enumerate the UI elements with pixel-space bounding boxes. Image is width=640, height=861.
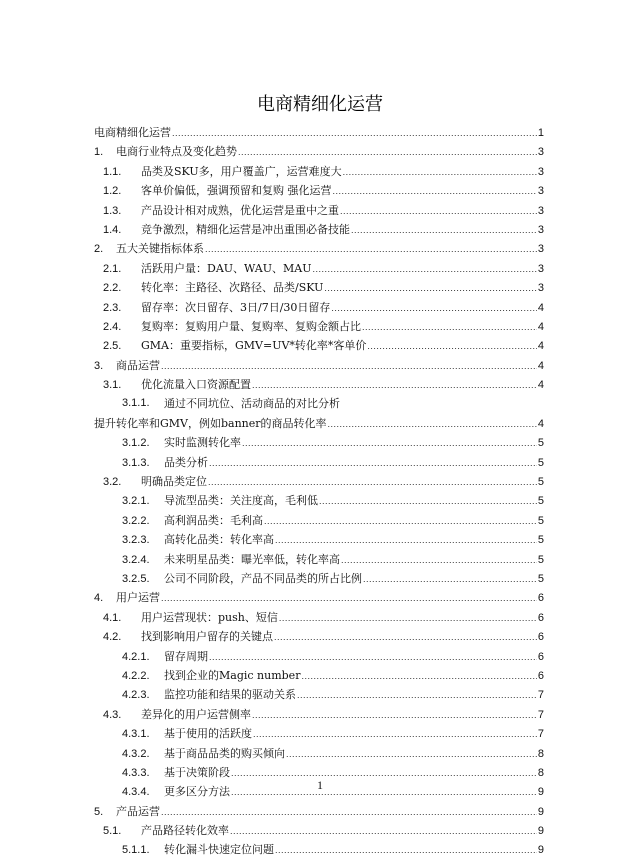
toc-entry-number: 2.3. bbox=[103, 301, 122, 314]
toc-entry[interactable] bbox=[94, 472, 544, 491]
toc-entry[interactable] bbox=[94, 588, 544, 607]
toc-entry-title: 产品运营 bbox=[116, 804, 160, 818]
toc-entry-number: 3.2.2. bbox=[122, 514, 150, 527]
toc-entry-page: 9 bbox=[537, 786, 544, 799]
toc-dot-leader bbox=[363, 570, 537, 589]
toc-entry-page: 5 bbox=[537, 572, 544, 585]
toc-entry-number: 2. bbox=[94, 243, 104, 256]
toc-entry[interactable] bbox=[94, 491, 544, 510]
toc-entry[interactable] bbox=[94, 802, 544, 821]
toc-entry-number: 1.1. bbox=[103, 165, 122, 178]
toc-entry[interactable] bbox=[94, 530, 544, 549]
toc-entry-page: 5 bbox=[537, 534, 544, 547]
toc-entry-number: 3.1. bbox=[103, 379, 122, 392]
toc-entry-number: 5.1. bbox=[103, 825, 122, 838]
toc-entry[interactable] bbox=[94, 239, 544, 258]
toc-entry-title: 更多区分方法 bbox=[164, 785, 230, 799]
toc-entry[interactable] bbox=[94, 705, 544, 724]
toc-entry-page: 4 bbox=[537, 417, 544, 430]
toc-dot-leader bbox=[208, 473, 537, 492]
toc-entry-number: 4.3. bbox=[103, 708, 122, 721]
toc-entry-page: 3 bbox=[537, 282, 544, 295]
toc-entry-page: 4 bbox=[537, 379, 544, 392]
toc-entry[interactable] bbox=[94, 627, 544, 646]
toc-entry-page: 6 bbox=[537, 611, 544, 624]
toc-entry-title: 通过不同坑位、活动商品的对比分析 bbox=[164, 397, 340, 411]
toc-dot-leader bbox=[161, 357, 537, 376]
toc-entry-page: 7 bbox=[537, 689, 544, 702]
toc-entry-number: 4.3.3. bbox=[122, 766, 150, 779]
toc-entry[interactable] bbox=[94, 356, 544, 375]
toc-entry-page: 3 bbox=[537, 165, 544, 178]
toc-entry-number: 1. bbox=[94, 146, 104, 159]
toc-entry-number: 3.2. bbox=[103, 476, 122, 489]
toc-entry[interactable] bbox=[94, 685, 544, 704]
toc-entry[interactable] bbox=[94, 336, 544, 355]
toc-entry-number: 4.2.1. bbox=[122, 650, 150, 663]
toc-entry[interactable] bbox=[94, 142, 544, 161]
toc-entry[interactable] bbox=[94, 569, 544, 588]
toc-entry-number: 2.4. bbox=[103, 320, 122, 333]
toc-entry-number: 5.1.1. bbox=[122, 844, 150, 857]
toc-entry-title: 留存率：次日留存、3日/7日/30日留存 bbox=[141, 300, 331, 314]
toc-entry-title: 客单价偏低，强调预留和复购 强化运营 bbox=[141, 184, 332, 198]
toc-entry[interactable] bbox=[94, 511, 544, 530]
toc-entry[interactable] bbox=[94, 840, 544, 859]
toc-dot-leader bbox=[333, 182, 537, 201]
toc-entry-page: 6 bbox=[537, 669, 544, 682]
toc-entry[interactable] bbox=[94, 220, 544, 239]
toc-entry-title: 基于商品品类的购买倾向 bbox=[164, 746, 285, 760]
toc-entry-number: 2.1. bbox=[103, 262, 122, 275]
toc-entry-page: 9 bbox=[537, 844, 544, 857]
toc-entry[interactable] bbox=[94, 123, 544, 142]
toc-entry-page: 5 bbox=[537, 495, 544, 508]
toc-entry[interactable] bbox=[94, 201, 544, 220]
document-title: 电商精细化运营 bbox=[257, 94, 383, 115]
toc-entry-page: 5 bbox=[537, 553, 544, 566]
toc-dot-leader bbox=[367, 337, 536, 356]
toc-entry-title: 高利润品类：毛利高 bbox=[164, 513, 263, 527]
toc-entry-title: 竞争激烈，精细化运营是冲出重围必备技能 bbox=[141, 222, 350, 236]
toc-entry-title: 实时监测转化率 bbox=[164, 436, 241, 450]
toc-entry-page: 1 bbox=[537, 127, 544, 139]
toc-entry-page: 3 bbox=[537, 146, 544, 159]
toc-dot-leader bbox=[161, 589, 537, 608]
toc-entry-title: 产品设计相对成熟，优化运营是重中之重 bbox=[141, 203, 339, 217]
toc-entry-number: 5. bbox=[94, 805, 104, 818]
toc-entry-title: 基于决策阶段 bbox=[164, 765, 230, 779]
toc-entry-title: 转化漏斗快速定位问题 bbox=[164, 843, 274, 857]
toc-entry-number: 4.2.2. bbox=[122, 669, 150, 682]
toc-dot-leader bbox=[161, 803, 537, 822]
toc-entry-title: 基于使用的活跃度 bbox=[164, 727, 252, 741]
toc-entry-page: 9 bbox=[537, 805, 544, 818]
toc-entry-number: 3.1.2. bbox=[122, 437, 150, 450]
toc-entry-page: 3 bbox=[537, 262, 544, 275]
toc-entry-number: 4.3.1. bbox=[122, 728, 150, 741]
table-of-contents bbox=[94, 123, 544, 860]
toc-entry-number: 4.2. bbox=[103, 631, 122, 644]
toc-entry-number: 4.3.4. bbox=[122, 786, 150, 799]
toc-entry-title: 用户运营现状：push、短信 bbox=[141, 610, 278, 624]
toc-dot-leader bbox=[341, 551, 537, 570]
toc-entry[interactable] bbox=[94, 724, 544, 743]
toc-dot-leader bbox=[362, 318, 537, 337]
toc-entry-number: 3.2.4. bbox=[122, 553, 150, 566]
toc-entry[interactable] bbox=[94, 162, 544, 181]
toc-entry-title: 五大关键指标体系 bbox=[116, 242, 204, 256]
toc-entry-page: 7 bbox=[537, 728, 544, 741]
toc-entry-title: 留存周期 bbox=[164, 649, 208, 663]
toc-entry-title: 转化率：主路径、次路径、品类/SKU bbox=[141, 281, 324, 295]
toc-entry-title: 用户运营 bbox=[116, 591, 160, 605]
toc-entry-title: 找到影响用户留存的关键点 bbox=[141, 630, 273, 644]
toc-entry-page: 8 bbox=[537, 766, 544, 779]
toc-dot-leader bbox=[205, 240, 537, 259]
toc-entry-title: 差异化的用户运营侧率 bbox=[141, 707, 251, 721]
toc-dot-leader bbox=[274, 628, 537, 647]
page-number: 1 bbox=[317, 778, 323, 792]
toc-dot-leader bbox=[343, 163, 537, 182]
toc-entry-title: 公司不同阶段，产品不同品类的所占比例 bbox=[164, 571, 362, 585]
toc-entry[interactable] bbox=[94, 744, 544, 763]
toc-dot-leader bbox=[286, 745, 537, 764]
toc-entry-title: 未来明星品类：曝光率低，转化率高 bbox=[164, 552, 340, 566]
toc-entry-page: 5 bbox=[537, 437, 544, 450]
toc-entry[interactable] bbox=[94, 647, 544, 666]
toc-entry-page: 9 bbox=[537, 825, 544, 838]
toc-entry-number: 4.2.3. bbox=[122, 689, 150, 702]
toc-entry-number: 3. bbox=[94, 359, 104, 372]
toc-entry[interactable] bbox=[94, 278, 544, 297]
toc-entry-title: 活跃用户量：DAU、WAU、MAU bbox=[141, 261, 312, 275]
toc-dot-leader bbox=[324, 279, 537, 298]
toc-entry[interactable] bbox=[94, 453, 544, 472]
toc-entry-number: 3.2.3. bbox=[122, 534, 150, 547]
toc-entry-page: 7 bbox=[537, 708, 544, 721]
toc-entry-page: 6 bbox=[537, 592, 544, 605]
toc-entry-number: 1.2. bbox=[103, 185, 122, 198]
toc-entry-title: 品类及SKU多，用户覆盖广，运营难度大 bbox=[141, 164, 342, 178]
toc-entry-number: 3.2.5. bbox=[122, 572, 150, 585]
toc-entry-page: 8 bbox=[537, 747, 544, 760]
toc-entry-number: 4.3.2. bbox=[122, 747, 150, 760]
toc-entry-page: 5 bbox=[537, 514, 544, 527]
toc-entry[interactable] bbox=[94, 317, 544, 336]
toc-entry-page: 5 bbox=[537, 456, 544, 469]
toc-dot-leader bbox=[264, 512, 537, 531]
toc-entry-number: 3.2.1. bbox=[122, 495, 150, 508]
toc-entry-page: 5 bbox=[537, 476, 544, 489]
toc-dot-leader bbox=[238, 143, 537, 162]
toc-entry[interactable] bbox=[94, 298, 544, 317]
toc-entry-title: 找到企业的Magic number bbox=[164, 668, 301, 682]
toc-entry-number: 3.1.3. bbox=[122, 456, 150, 469]
toc-dot-leader bbox=[297, 686, 537, 705]
toc-entry-page: 3 bbox=[537, 223, 544, 236]
toc-dot-leader bbox=[252, 706, 537, 725]
toc-dot-leader bbox=[331, 299, 536, 318]
toc-entry-number: 4. bbox=[94, 592, 104, 605]
toc-entry-number: 4.1. bbox=[103, 611, 122, 624]
toc-dot-leader bbox=[242, 434, 537, 453]
toc-entry-title: 监控功能和结果的驱动关系 bbox=[164, 688, 296, 702]
toc-entry-page: 4 bbox=[537, 340, 544, 353]
toc-dot-leader bbox=[275, 531, 537, 550]
toc-entry[interactable] bbox=[94, 666, 544, 685]
toc-dot-leader bbox=[253, 725, 537, 744]
toc-entry-title: GMA：重要指标，GMV=UV*转化率*客单价 bbox=[141, 339, 367, 353]
toc-entry-page: 6 bbox=[537, 631, 544, 644]
toc-entry-title: 复购率：复购用户量、复购率、复购金额占比 bbox=[141, 319, 361, 333]
toc-entry[interactable] bbox=[94, 394, 544, 433]
toc-entry-title: 产品路径转化效率 bbox=[141, 824, 229, 838]
toc-dot-leader bbox=[328, 415, 537, 434]
toc-dot-leader bbox=[279, 609, 537, 628]
toc-entry-page: 6 bbox=[537, 650, 544, 663]
toc-entry-page: 4 bbox=[537, 301, 544, 314]
toc-dot-leader bbox=[172, 124, 537, 143]
toc-entry-number: 1.4. bbox=[103, 223, 122, 236]
toc-entry-title: 商品运营 bbox=[116, 358, 160, 372]
toc-dot-leader bbox=[340, 202, 537, 221]
toc-entry[interactable] bbox=[94, 433, 544, 452]
toc-entry-title: 高转化品类：转化率高 bbox=[164, 533, 274, 547]
toc-entry[interactable] bbox=[94, 821, 544, 840]
toc-dot-leader bbox=[230, 822, 537, 841]
toc-dot-leader bbox=[252, 376, 537, 395]
toc-entry-number: 1.3. bbox=[103, 204, 122, 217]
toc-entry-number: 2.5. bbox=[103, 340, 122, 353]
toc-entry-title: 电商精细化运营 bbox=[94, 126, 171, 139]
toc-dot-leader bbox=[319, 492, 537, 511]
toc-dot-leader bbox=[312, 260, 536, 279]
toc-dot-leader bbox=[209, 648, 537, 667]
toc-entry-title-continued: 提升转化率和GMV，例如banner的商品转化率 bbox=[94, 416, 327, 430]
toc-entry[interactable] bbox=[94, 259, 544, 278]
toc-entry[interactable] bbox=[94, 181, 544, 200]
toc-entry-title: 电商行业特点及变化趋势 bbox=[116, 145, 237, 159]
toc-entry-title: 导流型品类：关注度高，毛利低 bbox=[164, 494, 318, 508]
toc-dot-leader bbox=[275, 841, 537, 860]
toc-entry-page: 3 bbox=[537, 185, 544, 198]
toc-entry-page: 4 bbox=[537, 359, 544, 372]
toc-entry[interactable] bbox=[94, 550, 544, 569]
toc-entry-number: 2.2. bbox=[103, 282, 122, 295]
toc-dot-leader bbox=[301, 667, 536, 686]
toc-entry-page: 3 bbox=[537, 204, 544, 217]
toc-entry[interactable] bbox=[94, 375, 544, 394]
toc-entry[interactable] bbox=[94, 608, 544, 627]
toc-entry-page: 4 bbox=[537, 320, 544, 333]
toc-dot-leader bbox=[209, 454, 537, 473]
toc-entry-title: 明确品类定位 bbox=[141, 475, 207, 489]
toc-entry-number: 3.1.1. bbox=[122, 397, 150, 410]
toc-entry-page: 3 bbox=[537, 243, 544, 256]
toc-dot-leader bbox=[351, 221, 537, 240]
toc-entry-title: 品类分析 bbox=[164, 455, 208, 469]
toc-entry-title: 优化流量入口资源配置 bbox=[141, 378, 251, 392]
